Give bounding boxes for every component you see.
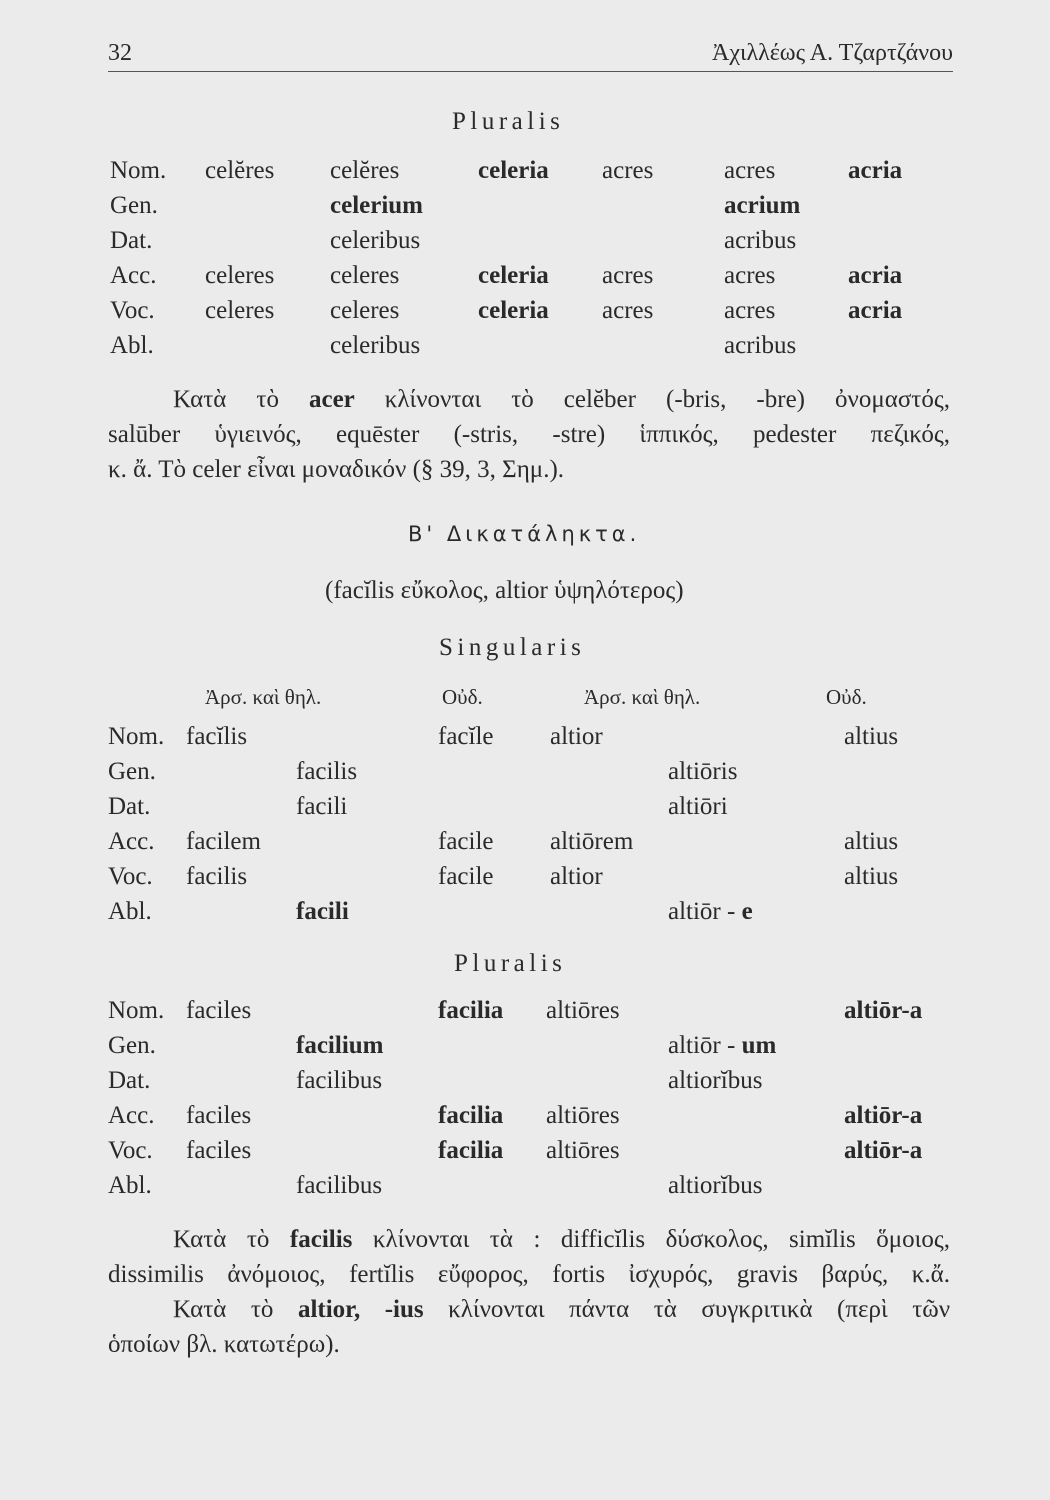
column-header: Ἀρσ. καὶ θηλ. (584, 685, 701, 709)
table-cell: facilia (438, 1137, 504, 1164)
table-cell: altiorĭbus (668, 1172, 763, 1199)
section-subtitle: (facĭlis εὔκολος, altior ὑψηλότερος) (325, 577, 684, 604)
table-cell: altiōris (668, 758, 738, 785)
table-cell: acria (848, 262, 903, 289)
text-run: κλίνονται πάντα τὰ συγκριτικὰ (περὶ τῶν (423, 1296, 951, 1323)
table-cell: acres (602, 157, 654, 184)
text-run: κλίνονται τὰ : difficĭlis δύσκολος, simĭlis ὅμοιος, (352, 1226, 951, 1253)
table-cell: facili (296, 898, 349, 925)
table-cell: celeria (478, 157, 549, 184)
table-cell: celerium (330, 192, 424, 219)
table-cell: altiōres (546, 997, 620, 1024)
case-label: Abl. (108, 1172, 152, 1199)
text-line: dissimilis ἀνόμοιος, fertĭlis εὔφορος, fortis ἰσχυρός, gravis βαρύς, κ.ἄ. (108, 1261, 950, 1288)
table-cell: celeres (205, 297, 275, 324)
table-cell: altior (550, 723, 603, 750)
text-run-bold: altior, -ius (297, 1296, 424, 1323)
text-run: Κατὰ τὸ (173, 1296, 298, 1323)
table-cell: altiōr-a (844, 997, 923, 1024)
table-cell: facili (296, 793, 348, 820)
table-cell: altius (844, 828, 899, 855)
table-cell: altiōri (668, 793, 728, 820)
text-line: salūber ὑγιεινός, equēster (-stris, -stre) ἱππικός, pedester πεζικός, (108, 421, 950, 448)
plural-title-1: Pluralis (452, 108, 565, 135)
table-cell: facile (438, 828, 494, 855)
text-run-bold: facilis (289, 1226, 353, 1253)
table-cell: altius (844, 723, 899, 750)
page-number: 32 (108, 40, 132, 66)
table-cell: altiorĭbus (668, 1067, 763, 1094)
table-cell: celeribus (330, 227, 421, 254)
singular-title: Singularis (439, 634, 586, 661)
table-cell: facilia (438, 1102, 504, 1129)
column-header: Οὐδ. (826, 685, 867, 709)
table-cell: acres (724, 157, 776, 184)
table-cell: altiōrem (550, 828, 634, 855)
plural-title-2: Pluralis (454, 950, 567, 977)
case-label: Gen. (108, 1032, 156, 1059)
text-run: altiōr - (668, 898, 742, 925)
table-cell: celĕres (330, 157, 400, 184)
case-label: Nom. (108, 997, 165, 1024)
table-cell: celeres (330, 297, 400, 324)
table-cell: altiōres (546, 1102, 620, 1129)
table-cell (668, 897, 753, 927)
table-cell: facilia (438, 997, 504, 1024)
table-cell: altiōr-a (844, 1137, 923, 1164)
table-cell: facilis (296, 758, 358, 785)
table-cell: acres (724, 297, 776, 324)
table-cell: celeres (330, 262, 400, 289)
table-cell: facilibus (296, 1172, 383, 1199)
table-cell (668, 1031, 776, 1061)
table-cell: celĕres (205, 157, 275, 184)
text-run-bold: acer (308, 386, 355, 413)
case-label: Gen. (108, 758, 156, 785)
table-cell: acres (602, 297, 654, 324)
case-label: Voc. (108, 863, 153, 890)
table-cell: celeria (478, 297, 549, 324)
table-cell: altius (844, 863, 899, 890)
table-cell: facilis (186, 863, 248, 890)
table-cell: acrium (724, 192, 801, 219)
case-label: Nom. (110, 157, 167, 184)
case-label: Gen. (110, 192, 158, 219)
note-paragraph-2 (108, 1222, 950, 1362)
table-cell: altior (550, 863, 603, 890)
table-cell: acria (848, 297, 903, 324)
table-cell: celeria (478, 262, 549, 289)
case-label: Voc. (108, 1137, 153, 1164)
table-cell: acribus (724, 332, 797, 359)
table-cell: faciles (186, 1102, 252, 1129)
case-label: Abl. (110, 332, 154, 359)
text-run-bold: e (741, 898, 753, 925)
case-label: Dat. (108, 1067, 151, 1094)
table-cell: facilem (186, 828, 261, 855)
table-cell: faciles (186, 997, 252, 1024)
table-cell: facile (438, 863, 494, 890)
case-label: Acc. (108, 828, 155, 855)
text-run: κλίνονται τὸ celĕber (-bris, -bre) ὀνομαστός, (354, 386, 950, 413)
text-line: ὁποίων βλ. κατωτέρω). (108, 1331, 340, 1358)
case-label: Voc. (110, 297, 155, 324)
column-header: Ἀρσ. καὶ θηλ. (205, 685, 322, 709)
text-run: altiōr - (668, 1032, 742, 1059)
table-cell: faciles (186, 1137, 252, 1164)
table-cell: facĭlis (186, 723, 248, 750)
table-cell: facilium (296, 1032, 384, 1059)
case-label: Acc. (110, 262, 157, 289)
running-title: Ἀχιλλέως Α. Τζαρτζάνου (712, 40, 953, 66)
case-label: Acc. (108, 1102, 155, 1129)
table-cell: altiōres (546, 1137, 620, 1164)
table-cell: acres (602, 262, 654, 289)
table-cell: altiōr-a (844, 1102, 923, 1129)
text-line: κ. ἄ. Τὸ celer εἶναι μοναδικόν (§ 39, 3, Σημ.). (108, 456, 565, 483)
column-header: Οὐδ. (442, 685, 483, 709)
table-cell: celeres (205, 262, 275, 289)
table-cell: facilibus (296, 1067, 383, 1094)
table-cell: acres (724, 262, 776, 289)
note-paragraph-1 (108, 382, 950, 487)
table-cell: facĭle (438, 723, 494, 750)
case-label: Nom. (108, 723, 165, 750)
table-cell: celeribus (330, 332, 421, 359)
table-cell: acria (848, 157, 903, 184)
header-rule (108, 71, 953, 72)
case-label: Dat. (110, 227, 153, 254)
table-cell: acribus (724, 227, 797, 254)
text-run: Κατὰ τὸ (173, 1226, 290, 1253)
text-run-bold: um (741, 1032, 777, 1059)
case-label: Dat. (108, 793, 151, 820)
section-heading: Β' Δικατάληκτα. (408, 522, 641, 546)
case-label: Abl. (108, 898, 152, 925)
text-run: Κατὰ τὸ (173, 386, 309, 413)
